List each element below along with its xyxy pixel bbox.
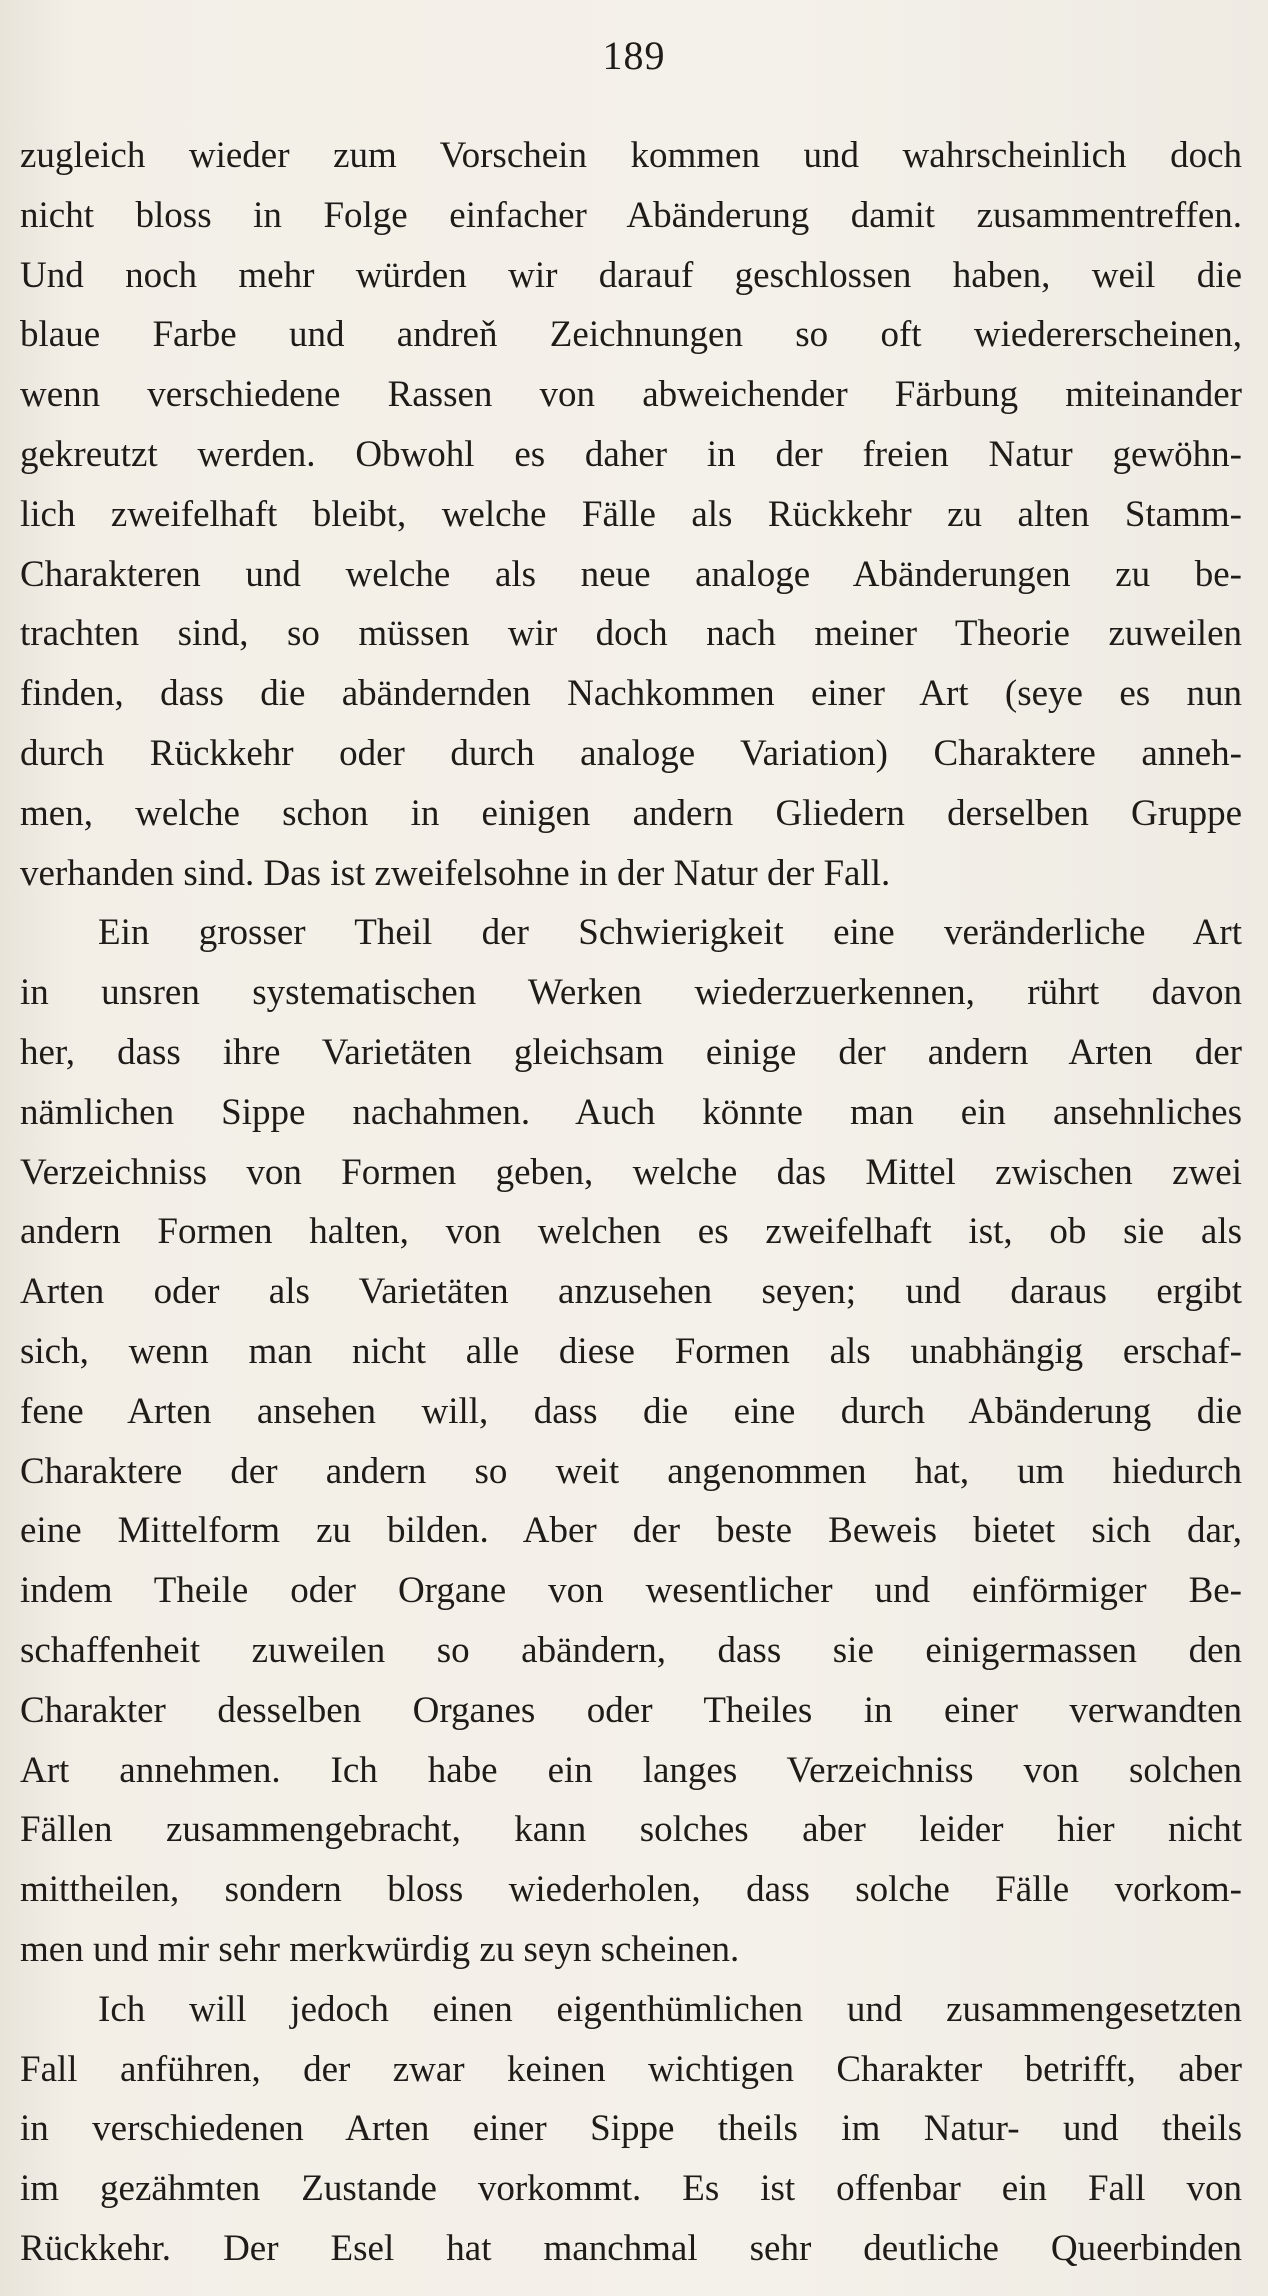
text-line: sich, wenn man nicht alle diese Formen als unabhängig erschaf- — [20, 1330, 1242, 1372]
text-line: in unsren systematischen Werken wiederzuerkennen, rührt davon — [20, 972, 1242, 1014]
paragraph — [20, 903, 1242, 1979]
body-text — [20, 126, 1242, 2279]
text-line: Fällen zusammengebracht, kann solches aber leider hier nicht — [20, 1809, 1242, 1851]
text-line: Charaktere der andern so weit angenommen hat, um hiedurch — [20, 1450, 1242, 1492]
text-line: verhanden sind. Das ist zweifelsohne in der Natur der Fall. — [20, 852, 891, 894]
text-line: Art annehmen. Ich habe ein langes Verzeichniss von solchen — [20, 1749, 1242, 1791]
text-line: indem Theile oder Organe von wesentlicher und einförmiger Be- — [20, 1570, 1242, 1612]
text-line: Ich will jedoch einen eigenthümlichen und zusammengesetzten — [98, 1988, 1242, 2030]
page-number: 189 — [602, 33, 666, 78]
text-line: Arten oder als Varietäten anzusehen seyen; und daraus ergibt — [20, 1271, 1242, 1313]
text-line: lich zweifelhaft bleibt, welche Fälle als Rückkehr zu alten Stamm- — [20, 493, 1242, 535]
text-line: Verzeichniss von Formen geben, welche das Mittel zwischen zwei — [20, 1151, 1242, 1193]
paragraph — [20, 1980, 1242, 2279]
text-line: eine Mittelform zu bilden. Aber der beste Beweis bietet sich dar, — [20, 1510, 1242, 1552]
text-line: durch Rückkehr oder durch analoge Variation) Charaktere anneh- — [20, 732, 1242, 774]
text-line: andern Formen halten, von welchen es zweifelhaft ist, ob sie als — [20, 1211, 1242, 1253]
paragraph — [20, 126, 1242, 903]
text-line: gekreutzt werden. Obwohl es daher in der freien Natur gewöhn- — [20, 433, 1242, 475]
text-line: Und noch mehr würden wir darauf geschlossen haben, weil die — [20, 254, 1242, 296]
text-line: trachten sind, so müssen wir doch nach meiner Theorie zuweilen — [20, 613, 1242, 655]
text-line: nämlichen Sippe nachahmen. Auch könnte man ein ansehnliches — [20, 1091, 1242, 1133]
text-line: zugleich wieder zum Vorschein kommen und wahrscheinlich doch — [20, 135, 1242, 176]
text-line: mittheilen, sondern bloss wiederholen, dass solche Fälle vorkom- — [20, 1869, 1242, 1911]
text-line: schaffenheit zuweilen so abändern, dass sie einigermassen den — [20, 1629, 1242, 1671]
text-line: wenn verschiedene Rassen von abweichender Färbung miteinander — [20, 374, 1242, 416]
text-line: Charakteren und welche als neue analoge Abänderungen zu be- — [20, 553, 1242, 595]
text-line: blaue Farbe und andreň Zeichnungen so oft wiedererscheinen, — [20, 314, 1242, 356]
text-line: Fall anführen, der zwar keinen wichtigen Charakter betrifft, aber — [20, 2048, 1242, 2090]
text-line: nicht bloss in Folge einfacher Abänderung damit zusammentreffen. — [20, 194, 1242, 236]
text-line: Rückkehr. Der Esel hat manchmal sehr deutliche Queerbinden — [20, 2227, 1242, 2269]
text-line: her, dass ihre Varietäten gleichsam einige der andern Arten der — [20, 1031, 1242, 1073]
text-line: fene Arten ansehen will, dass die eine durch Abänderung die — [20, 1390, 1242, 1432]
text-line: finden, dass die abändernden Nachkommen einer Art (seye es nun — [20, 673, 1242, 715]
text-line: men und mir sehr merkwürdig zu seyn scheinen. — [20, 1928, 740, 1970]
text-line: men, welche schon in einigen andern Gliedern derselben Gruppe — [20, 792, 1242, 834]
text-line: Charakter desselben Organes oder Theiles in einer verwandten — [20, 1689, 1242, 1731]
text-line: in verschiedenen Arten einer Sippe theils im Natur- und theils — [20, 2108, 1242, 2150]
text-line: Ein grosser Theil der Schwierigkeit eine veränderliche Art — [98, 912, 1242, 954]
text-line: im gezähmten Zustande vorkommt. Es ist offenbar ein Fall von — [20, 2168, 1242, 2210]
